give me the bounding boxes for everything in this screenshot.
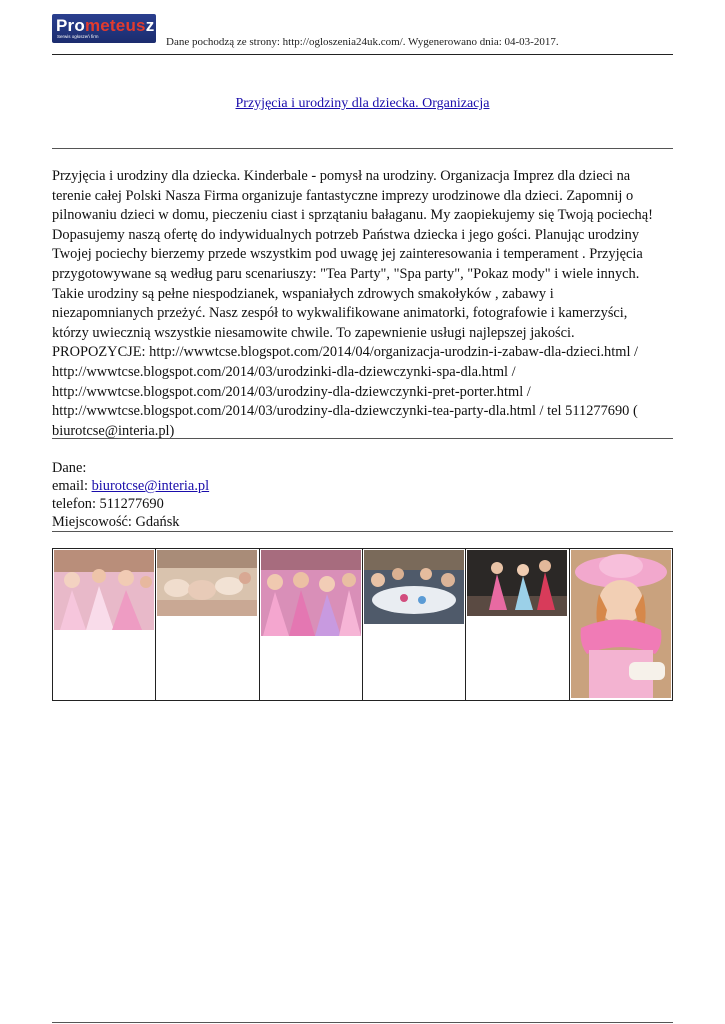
gallery-cell-6[interactable]	[570, 549, 672, 700]
logo-text-part-c: z	[145, 16, 155, 35]
photo-fashion-show	[467, 550, 567, 616]
source-info: Dane pochodzą ze strony: http://ogloszenia24uk.com/. Wygenerowano dnia: 04-03-2017.	[166, 36, 559, 48]
contact-phone: telefon: 511277690	[52, 496, 164, 512]
email-label: email:	[52, 478, 92, 494]
gallery-cell-3[interactable]	[260, 549, 363, 700]
gallery-cell-2[interactable]	[156, 549, 259, 700]
contact-block	[52, 459, 209, 531]
divider-middle	[52, 438, 673, 439]
photo-children-spa-party	[157, 550, 257, 616]
photo-girl-pink-hat	[571, 550, 671, 698]
logo-text-part-b: meteus	[84, 16, 146, 35]
divider-top	[52, 148, 673, 149]
gallery-cell-4[interactable]	[363, 549, 466, 700]
divider-bottom	[52, 531, 673, 532]
photo-princess-girls	[261, 550, 361, 636]
photo-gallery	[52, 548, 673, 701]
listing-description: Przyjęcia i urodziny dla dziecka. Kinderbale - pomysł na urodziny. Organizacja Imprez dla dzieci na terenie całej Polski Nasza Firma organizuje fantastyczne imprezy urodzinowe dla dzieci. Zapomnij o pilnowaniu dzieci w domu, pieczeniu ciast i sprzątaniu bałaganu. My zaopiekujemy się Twoją pociechą! Dopasujemy naszą ofertę do indywidualnych potrzeb Państwa dziecka i jego gości. Planując urodziny Twojej pociechy bierzemy przede wszystkim pod uwagę jej zainteresowania i temperament . Przyjęcia przygotowywane są według paru scenariuszy: "Tea Party", "Spa party", "Pokaz mody" i wiele innych. Takie urodziny są pełne niespodzianek, wspaniałych zdrowych smakołyków , zabawy i niezapomnianych przeżyć. Nasz zespół to wykwalifikowane animatorki, fotografowie i kamerzyści, którzy uwiecznią wszystkie niesamowite chwile. To zapewnienie usługi najlepszej jakości. PROPOZYCJE: http://wwwtcse.blogspot.com/2014/04/organizacja-urodzin-i-zabaw-dla-dzieci.html / http://wwwtcse.blogspot.com/2014/03/urodzinki-dla-dziewczynki-spa-dla.html / http://wwwtcse.blogspot.com/2014/03/urodziny-dla-dziewczynki-pret-porter.html / http://wwwtcse.blogspot.com/2014/03/urodziny-dla-dziewczynki-tea-party-dla.html / tel 511277690 ( biurotcse@interia.pl)	[52, 168, 653, 439]
photo-girls-pink-dresses	[54, 550, 154, 630]
contact-heading: Dane:	[52, 460, 87, 476]
logo-text-part-a: Pro	[56, 16, 85, 35]
logo-subtitle: Serwis ogłoszeń firm	[57, 34, 99, 39]
divider-footer	[52, 1022, 673, 1023]
email-link[interactable]: biurotcse@interia.pl	[91, 478, 210, 494]
contact-city: Miejscowość: Gdańsk	[52, 514, 180, 530]
photo-tea-party-table	[364, 550, 464, 624]
gallery-cell-5[interactable]	[466, 549, 569, 700]
gallery-cell-1[interactable]	[53, 549, 156, 700]
page-header	[52, 14, 673, 55]
listing-title-link[interactable]: Przyjęcia i urodziny dla dziecka. Organizacja	[235, 96, 490, 111]
contact-email-row	[52, 477, 209, 495]
prometeusz-logo	[52, 14, 156, 43]
